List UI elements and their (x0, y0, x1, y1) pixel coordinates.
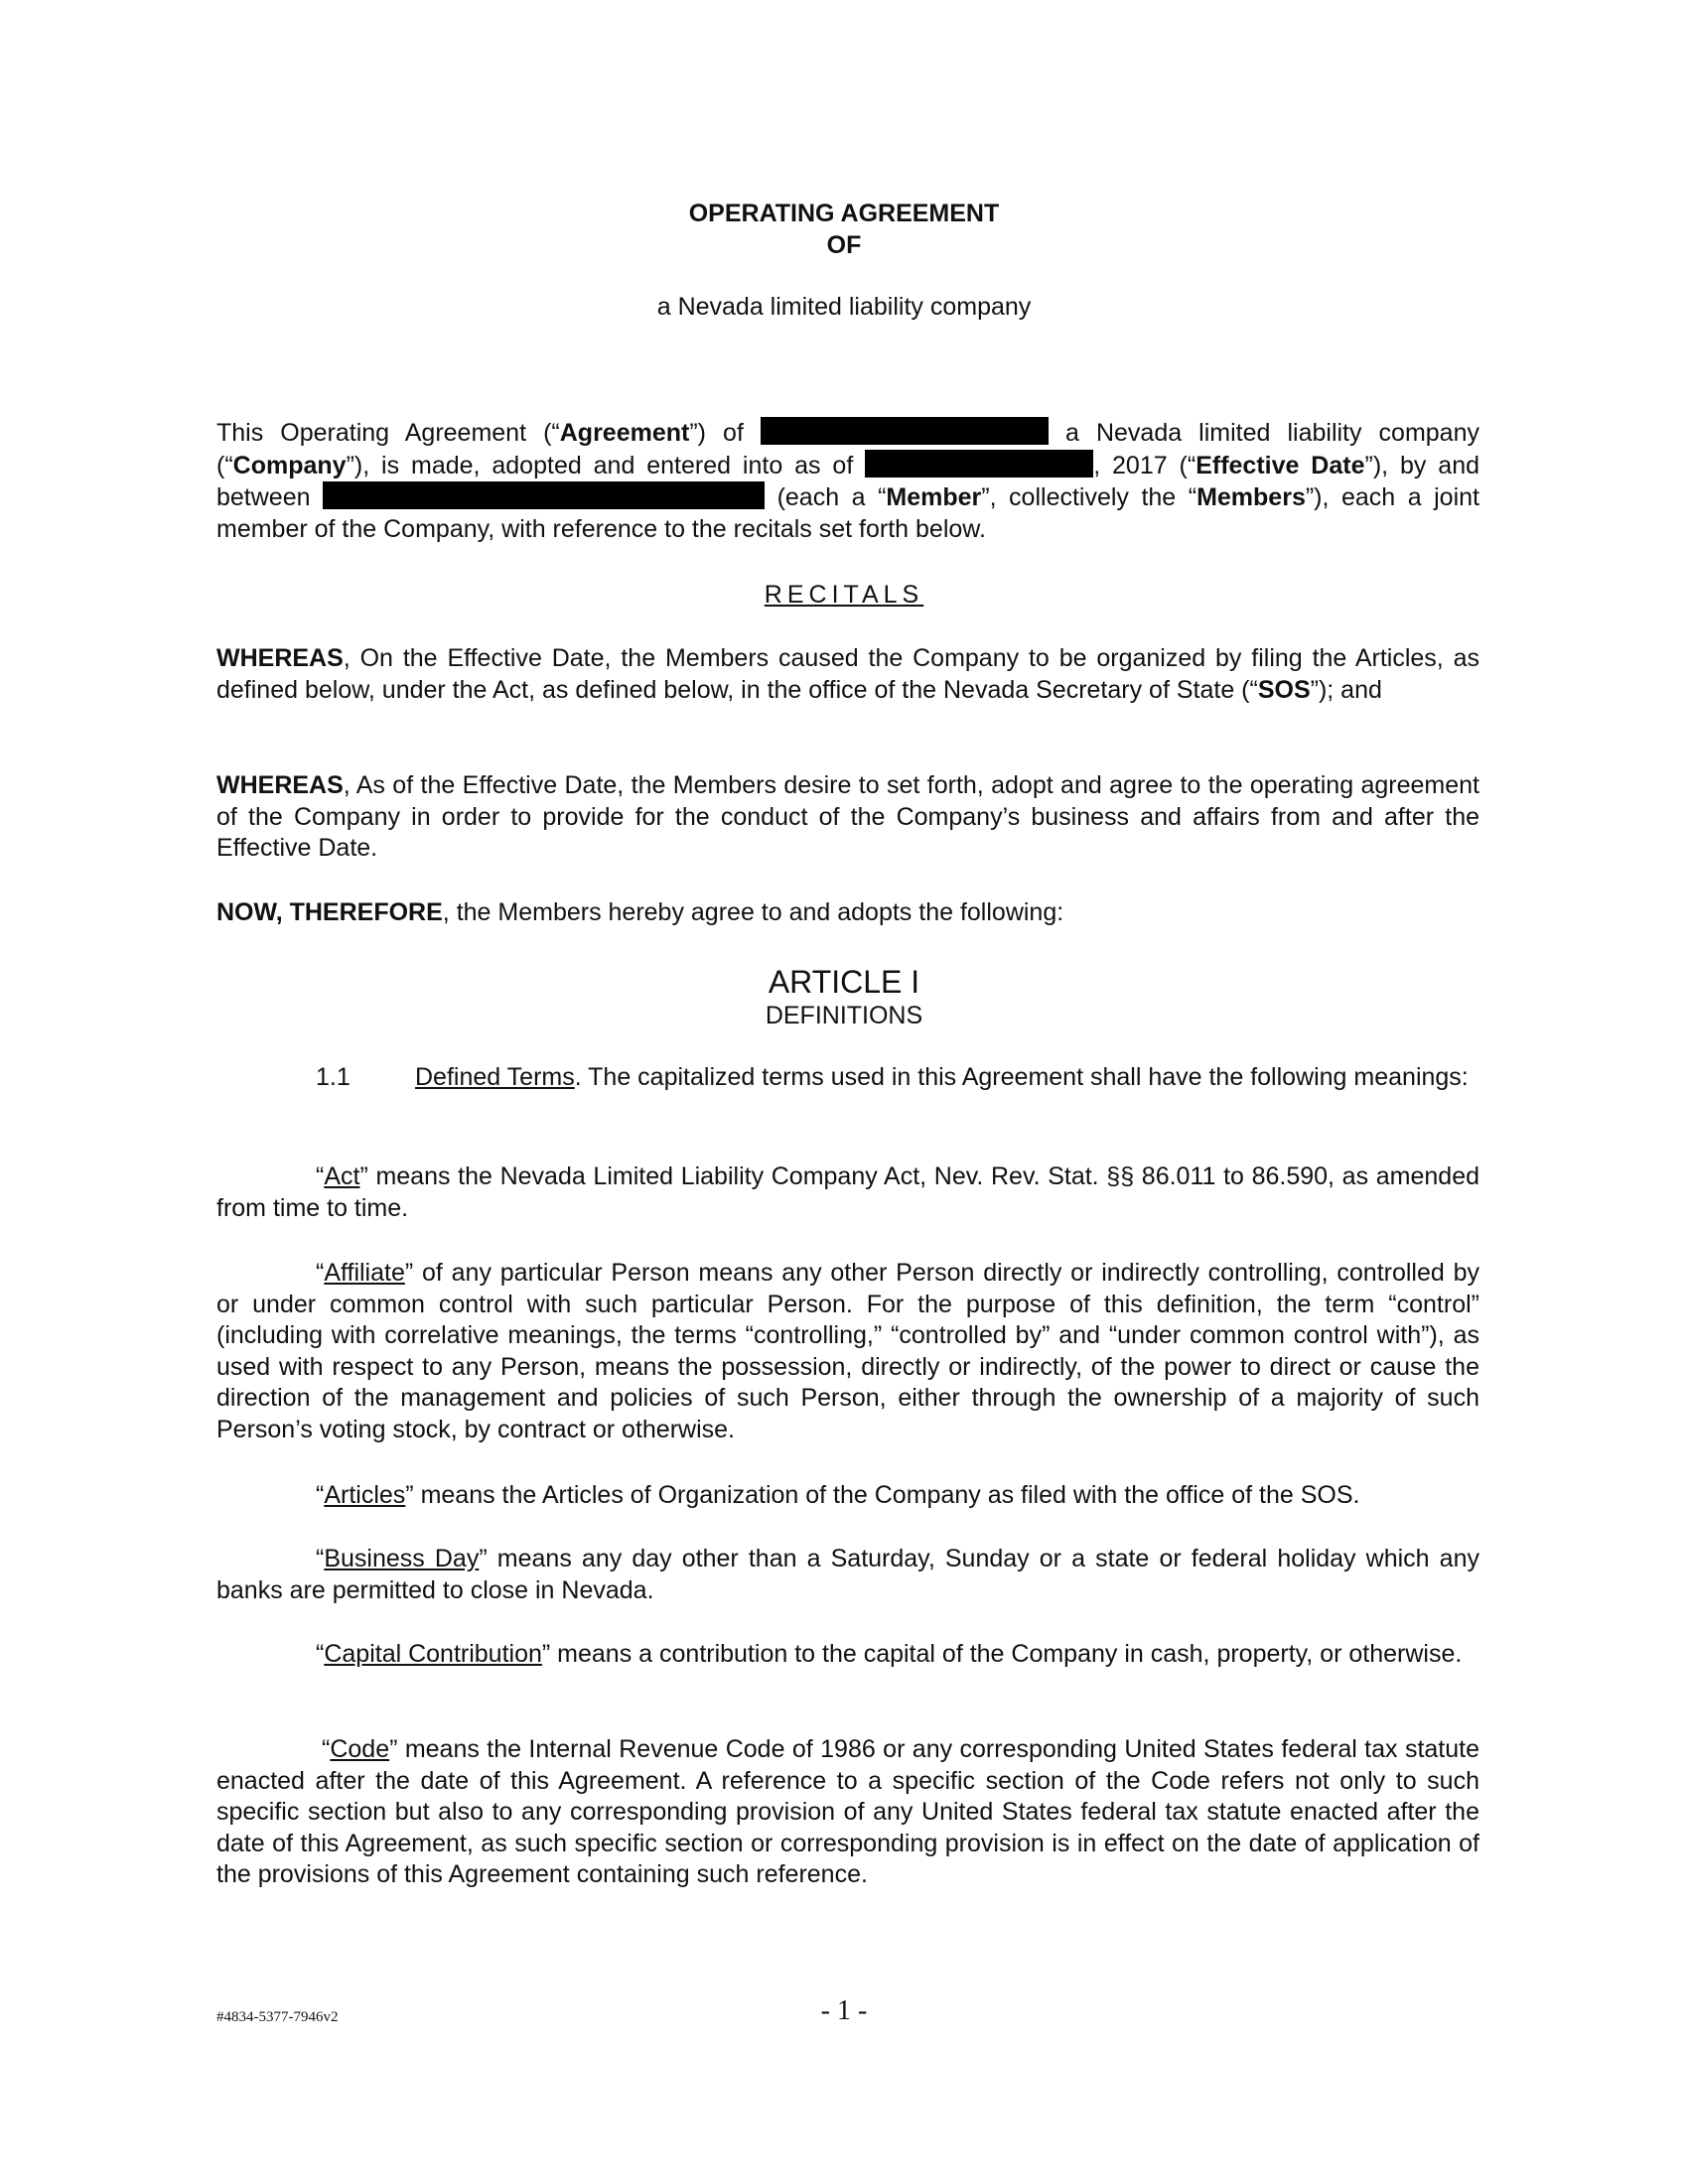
whereas-paragraph-2: WHEREAS, As of the Effective Date, the Members desire to set forth, adopt and agree to the operating agreement of the Company in order to provide for the conduct of the Company’s business and affairs from and after the Effective Date. (216, 771, 1479, 862)
definition-code: “Code” means the Internal Revenue Code of 1986 or any corresponding United States federal tax statute enacted after the date of this Agreement. A reference to a specific section of the Code refers not only to such specific section but also to any corresponding provision of any United States federal tax statute enacted after the date of this Agreement, as such specific section or corresponding provision is in effect on the date of application of the provisions of this Agreement containing such reference. (216, 1735, 1479, 1888)
article-title: ARTICLE I (768, 964, 920, 1000)
definition-capital-contribution: “Capital Contribution” means a contribution to the capital of the Company in cash, property, or otherwise. (316, 1640, 1463, 1668)
article-subtitle: DEFINITIONS (765, 1002, 923, 1029)
redacted-date (865, 450, 1093, 478)
document-title: OPERATING AGREEMENT (688, 200, 1000, 227)
document-title-of: OF (826, 231, 862, 259)
section-term: Defined Terms (415, 1063, 575, 1091)
definition-business-day: “Business Day” means any day other than a Saturday, Sunday or a state or federal holiday which any banks are permitted to close in Nevada. (216, 1545, 1479, 1604)
definition-affiliate: “Affiliate” of any particular Person means any other Person directly or indirectly controlling, controlled by or under common control with such particular Person. For the purpose of this definition, the term “control” (including with correlative meanings, the terms “controlling,” “controlled by” and “under common control with”), as used with respect to any Person, means the possession, directly or indirectly, of the power to direct or cause the direction of the management and policies of such Person, either through the ownership of a majority of such Person’s voting stock, by contract or otherwise. (216, 1259, 1479, 1443)
footer-document-id: #4834-5377-7946v2 (216, 2009, 339, 2025)
now-therefore-paragraph: NOW, THEREFORE, the Members hereby agree to and adopts the following: (216, 898, 1064, 926)
whereas-paragraph-1: WHEREAS, On the Effective Date, the Members caused the Company to be organized by filing the Articles, as defined below, under the Act, as defined below, in the office of the Nevada Secretary of State (“SOS”); and (216, 644, 1479, 704)
document-subtitle: a Nevada limited liability company (656, 293, 1032, 321)
page-number: - 1 - (820, 1995, 868, 2026)
intro-paragraph: This Operating Agreement (“Agreement”) of a Nevada limited liability company (“Company”), is made, adopted and entered into as of , 2017 (“Effective Date”), by and between (each a “Member”, collectively the “Members”), each a joint member of the Company, with reference to the recitals set forth below. (216, 419, 1480, 543)
redacted-company-name (761, 417, 1049, 445)
definition-articles: “Articles” means the Articles of Organization of the Company as filed with the office of the SOS. (316, 1481, 1360, 1509)
section-1-1: 1.1 Defined Terms. The capitalized terms used in this Agreement shall have the following meanings: (216, 1062, 1479, 1094)
redacted-members (323, 481, 765, 509)
recitals-heading: RECITALS (764, 581, 924, 609)
section-number: 1.1 (316, 1063, 351, 1091)
definition-act: “Act” means the Nevada Limited Liability Company Act, Nev. Rev. Stat. §§ 86.011 to 86.590, as amended from time to time. (216, 1162, 1479, 1222)
